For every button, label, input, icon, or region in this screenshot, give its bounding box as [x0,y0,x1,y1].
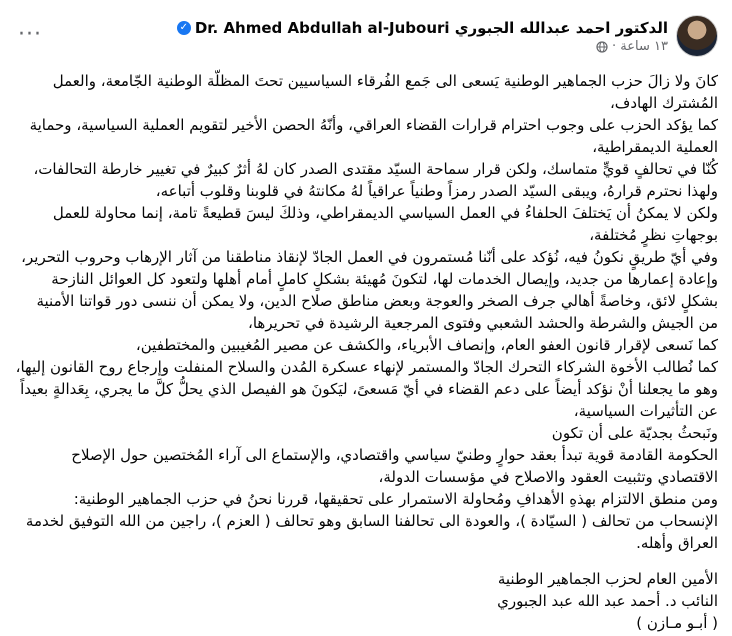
signature-block [14,568,718,634]
signature-line: النائب د. أحمد عبد الله عبد الجبوري [497,592,718,610]
post-meta [173,18,668,54]
post-paragraph: كما نَسعى لإقرار قانون العفو العام، وإنصاف الأبرياء، والكشف عن مصير المُغيبين والمختطفين، [135,336,718,354]
post-paragraph: كُنّا في تحالفٍ قويٍّ متماسك، ولكن قرار سماحة السيّد مقتدى الصدر كان لهُ أثرٌ كبيرٌ في تغيير خارطة التحالفات، ولهذا نحترم قرارهُ، ويبقى السيّد الصدر رمزاً وطنياً عراقياً لهُ مكانتهُ في قلوبنا وقلوب أتباعه، [33,160,718,200]
verified-badge-icon: ✓ [177,21,191,35]
post-paragraph: كما نُطالب الأخوة الشركاء التحرك الجادّ والمستمر لإنهاء عسكرة المُدن والسلاح المنفلت وإرجاع روح القانون إليها، وهو ما يجعلنا أنْ نؤكد أيضاً على دعم القضاء في أيّ مَسعىً، ليَكونَ هو الفيصل الذي يحلُّ كلَّ ما يجري، بِعَدالةٍ بعيداً عن التأثيرات السياسية، [15,358,718,420]
post-body [14,70,718,634]
more-horizontal-icon: ··· [18,21,42,47]
post-paragraph: وفي أيّ طريقٍ نكونُ فيه، نُؤكد على أنّنا مُستمرون في العمل الجادّ لإنقاذ مناطقنا من آثار الإرهاب وحروب التحرير، وإعادة إعمارها من جديد، وإيصال الخدمات لها، لتكونَ مُهيئة بشكلٍ كاملٍ أمام أهلها ولتعود كل العوائل النازحة بشكلٍ لائق، وخاصةً أهالي جرف الصخر والعوجة وبعض مناطق صلاح الدين، ولا يمكن أن ننسى دور قواتنا الأمنية من الجيش والشرطة والحشد الشعبي وفتوى المرجعية الرشيدة في تحريرها، [21,248,718,332]
author-name[interactable]: الدكتور احمد عبدالله الجبوري Dr. Ahmed Abdullah al-Jubouri [194,19,668,37]
post-header [14,8,718,64]
signature-line: الأمين العام لحزب الجماهير الوطنية [497,570,718,588]
signature-line: ( أبـو مـازن ) [636,614,718,632]
post-paragraph: ومن منطق الالتزام بهذهِ الأهدافِ ومُحاولة الاستمرار على تحقيقها، قررنا نحنُ في حزب الجماهير الوطنية: الإنسحاب من تحالف ( السيّادة )، والعودة الى تحالفنا السابق وهو تحالف ( العزم )، راجين من الله التوفيق لخدمة العراق وأهله. [25,490,718,552]
post-paragraph: الحكومة القادمة قوية تبدأ بعقد حوارٍ وطنيّ سياسي واقتصادي، والإستماع الى آراء المُختصين حول الإصلاح الاقتصادي وتثبيت العقود والاصلاح في مؤسسات الدولة، [71,446,718,486]
post-time[interactable]: ١٣ ساعة · [612,39,668,54]
author-avatar[interactable] [676,15,718,57]
post-paragraph: ولكن لا يمكنُ أن يَختلفَ الحلفاءُ في العمل السياسي الديمقراطي، وذلكَ ليسَ قطيعةً تامة، إنما محاولة للعمل بوجهاتِ نظرٍ مُختلفة، [52,204,718,244]
more-options-button[interactable] [14,18,46,50]
post-paragraph: كما يؤكد الحزب على وجوب احترام قرارات القضاء العراقي، وأنّهُ الحصن الأخير لتقويم العملية السياسية، وحماية العملية الديمقراطية، [29,116,718,156]
globe-icon [596,41,608,53]
post-time-row [173,39,668,54]
author-name-row [173,18,668,38]
post-paragraph: كانَ ولا زالَ حزب الجماهير الوطنية يَسعى الى جَمع الفُرقاء السياسيين تحتَ المظلّة الوطنية الجّامعة، والعمل المُشترك الهادف، [52,72,718,112]
post-paragraph: ونَبحثُ بجديّة على أن تكون [551,424,718,442]
